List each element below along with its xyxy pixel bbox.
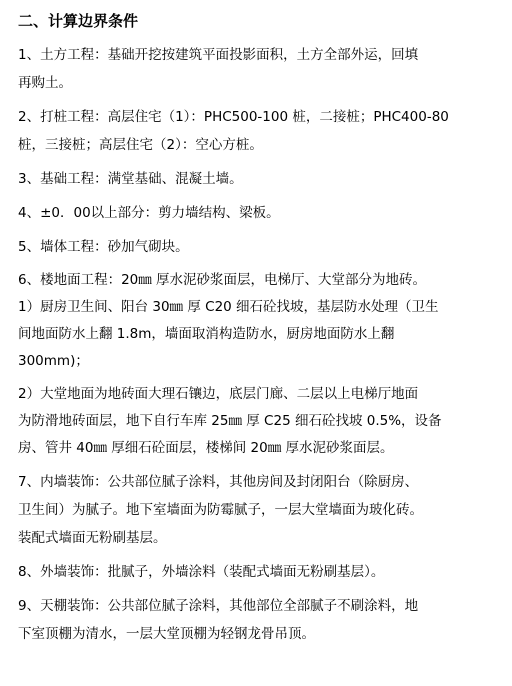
text-line: 卫生间）为腻子。地下室墙面为防霉腻子，一层大堂墙面为玻化砖。 — [18, 502, 423, 518]
text-line: 下室顶棚为清水，一层大堂顶棚为轻钢龙骨吊顶。 — [18, 626, 315, 642]
text-line: 1、土方工程：基础开挖按建筑平面投影面积，土方全部外运，回填 — [18, 47, 419, 63]
item-exterior-finish — [18, 558, 500, 586]
item-interior-finish — [18, 468, 500, 552]
text-line: 9、天棚装饰：公共部位腻子涂料，其他部位全部腻子不刷涂料，地 — [18, 598, 419, 614]
text-line: 6、楼地面工程：20㎜ 厚水泥砂浆面层，电梯厅、大堂部分为地砖。 — [18, 272, 427, 288]
document-body — [18, 9, 500, 654]
item-walls — [18, 233, 500, 261]
item-floors — [18, 267, 500, 375]
item-floors-lobby — [18, 381, 500, 462]
text-line: 3、基础工程：满堂基础、混凝土墙。 — [18, 171, 243, 187]
item-piling — [18, 103, 500, 159]
text-line: 5、墙体工程：砂加气砌块。 — [18, 239, 189, 255]
text-line: 装配式墙面无粉刷基层。 — [18, 530, 167, 546]
item-earthwork — [18, 41, 500, 97]
section-heading: 二、计算边界条件 — [18, 12, 139, 30]
text-line: 房、管井 40㎜ 厚细石砼面层，楼梯间 20㎜ 厚水泥砂浆面层。 — [18, 440, 394, 456]
item-foundation — [18, 165, 500, 193]
item-ceiling-finish — [18, 592, 500, 648]
text-line: 2）大堂地面为地砖面大理石镶边，底层门廊、二层以上电梯厅地面 — [18, 386, 419, 402]
text-line: 1）厨房卫生间、阳台 30㎜ 厚 C20 细石砼找坡，基层防水处理（卫生 — [18, 299, 439, 315]
text-line: 再购土。 — [18, 75, 72, 91]
text-line: 300mm)； — [18, 353, 89, 369]
text-line: 间地面防水上翻 1.8m，墙面取消构造防水，厨房地面防水上翻 — [18, 326, 395, 342]
text-line: 为防滑地砖面层，地下自行车库 25㎜ 厚 C25 细石砼找坡 0.5%，设备 — [18, 413, 442, 429]
item-superstructure — [18, 199, 500, 227]
text-line: 桩，三接桩；高层住宅（2）：空心方桩。 — [18, 137, 263, 153]
text-line: 8、外墙装饰：批腻子，外墙涂料（装配式墙面无粉刷基层）。 — [18, 564, 385, 580]
text-line: 2、打桩工程：高层住宅（1）：PHC500-100 桩，二接桩；PHC400-80 — [18, 109, 449, 125]
text-line: 4、±0．00以上部分：剪力墙结构、梁板。 — [18, 205, 280, 221]
text-line: 7、内墙装饰：公共部位腻子涂料，其他房间及封闭阳台（除厨房、 — [18, 474, 419, 490]
